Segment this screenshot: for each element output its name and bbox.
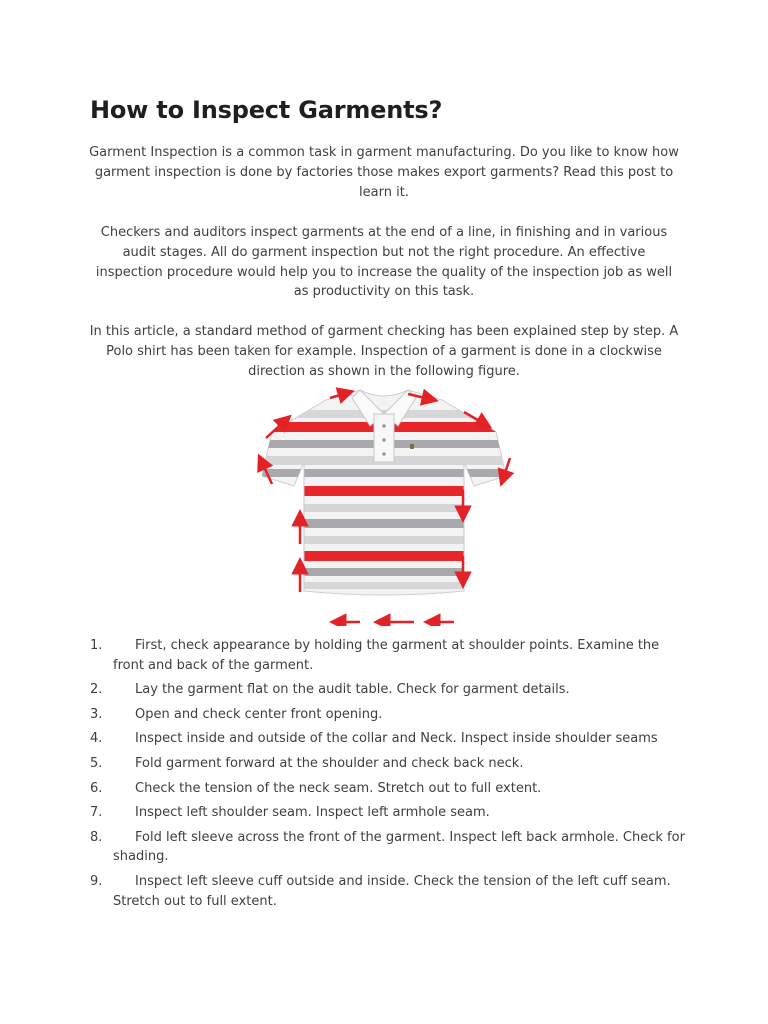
step-number: 5. xyxy=(90,755,103,771)
method-paragraph: In this article, a standard method of garment checking has been explained step by step. A Polo shirt has been taken for example. Inspection of a garment is done in a clockwise direction as shown in the following figure. xyxy=(89,324,679,379)
step-text: Inspect left shoulder seam. Inspect left armhole seam. xyxy=(135,805,490,821)
intro-paragraph: Garment Inspection is a common task in garment manufacturing. Do you like to know how garment inspection is done by factories those makes export garments? Read this post to learn it. xyxy=(89,145,679,200)
step-number: 2. xyxy=(90,682,103,698)
list-item xyxy=(88,779,688,799)
step-text: Open and check center front opening. xyxy=(135,706,383,722)
polo-shirt-figure xyxy=(248,386,520,626)
step-text: Inspect left sleeve cuff outside and inside. Check the tension of the left cuff seam. Stretch out to full extent. xyxy=(113,873,671,909)
logo-icon xyxy=(410,444,414,449)
polo-shirt-inspection-diagram-icon xyxy=(248,386,520,626)
step-text: Lay the garment flat on the audit table. Check for garment details. xyxy=(135,682,570,698)
list-item xyxy=(88,872,688,911)
list-item xyxy=(88,680,688,700)
list-item xyxy=(88,754,688,774)
step-number: 1. xyxy=(90,638,103,653)
list-item xyxy=(88,705,688,725)
list-item xyxy=(88,803,688,823)
step-text: Inspect inside and outside of the collar and Neck. Inspect inside shoulder seams xyxy=(135,731,658,747)
step-number: 6. xyxy=(90,780,103,796)
step-text: Check the tension of the neck seam. Stretch out to full extent. xyxy=(135,780,542,796)
step-text: Fold left sleeve across the front of the garment. Inspect left back armhole. Check for shading. xyxy=(113,829,685,865)
step-number: 3. xyxy=(90,706,103,722)
step-number: 9. xyxy=(90,873,103,889)
list-item xyxy=(88,828,688,867)
inspection-steps-list xyxy=(88,636,688,916)
list-item xyxy=(88,729,688,749)
list-item xyxy=(88,636,688,675)
step-text: Fold garment forward at the shoulder and check back neck. xyxy=(135,755,524,771)
procedure-paragraph: Checkers and auditors inspect garments at the end of a line, in finishing and in various audit stages. All do garment inspection but not the right procedure. An effective inspection procedure would help you to increase the quality of the inspection job as well as productivity on this task. xyxy=(95,225,673,300)
step-number: 4. xyxy=(90,731,103,747)
step-number: 8. xyxy=(90,829,103,845)
step-text: First, check appearance by holding the garment at shoulder points. Examine the front and back of the garment. xyxy=(113,638,660,673)
page-title: How to Inspect Garments? xyxy=(90,96,443,124)
step-number: 7. xyxy=(90,805,103,821)
